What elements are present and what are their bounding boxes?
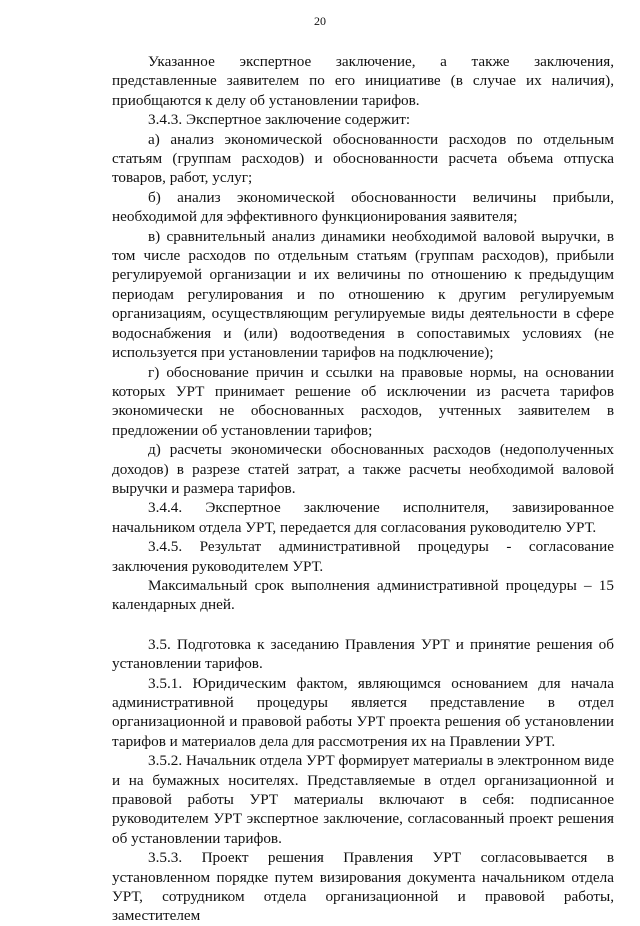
page-number: 20 [314,14,326,28]
paragraph-max-term: Максимальный срок выполнения административной процедуры – 15 календарных дней. [112,576,614,614]
paragraph-item-g: г) обоснование причин и ссылки на правовые нормы, на основании которых УРТ принимает решение об исключении из расчета тарифов экономически не обоснованных расходов, учтенных заявителем в предложении об установлении тарифов; [112,363,614,439]
paragraph-3-5-3: 3.5.3. Проект решения Правления УРТ согласовывается в установленном порядке путем визирования документа начальником отдела УРТ, сотрудником отдела организационной и правовой работы, заместителем [112,849,614,925]
paragraph-3-4-3: 3.4.3. Экспертное заключение содержит: [148,111,411,129]
paragraph-item-b: б) анализ экономической обоснованности величины прибыли, необходимой для эффективного функционирования заявителя; [112,188,614,226]
paragraph-3-5-1: 3.5.1. Юридическим фактом, являющимся основанием для начала административной процедуры является представление в отдел организационной и правовой работы УРТ проекта решения об установлении тарифов и материалов дела для рассмотрения их на Правлении УРТ. [112,674,614,750]
paragraph-3-5-2: 3.5.2. Начальник отдела УРТ формирует материалы в электронном виде и на бумажных носителях. Представляемые в отдел организационной и правовой работы УРТ материалы включают в себя: подписанное руководителем УРТ экспертное заключение, согласованный проект решения об установлении тарифов. [112,752,614,847]
paragraph-item-d: д) расчеты экономически обоснованных расходов (недополученных доходов) в разрезе статей затрат, а также расчеты необходимой валовой выручки и размера тарифов. [112,441,614,497]
paragraph-3-4-4: 3.4.4. Экспертное заключение исполнителя, завизированное начальником отдела УРТ, передается для согласования руководителю УРТ. [112,499,614,536]
section-spacer [112,615,614,635]
paragraph-3-5: 3.5. Подготовка к заседанию Правления УРТ и принятие решения об установлении тарифов. [112,635,614,673]
paragraph-3-4-5: 3.4.5. Результат административной процедуры - согласование заключения руководителем УРТ. [112,538,614,575]
paragraph-item-v: в) сравнительный анализ динамики необходимой валовой выручки, в том числе расходов по отдельным статьям (группам расходов), прибыли регулируемой организации и их величины по отношению к предыдущим периодам регулирования и по отношению к другим регулируемым организациям, осуществляющим регулируемые виды деятельности в сфере водоснабжения и (или) водоотведения в сопоставимых условиях (не используется при установлении тарифов на подключение); [112,227,614,362]
paragraph-item-a: а) анализ экономической обоснованности расходов по отдельным статьям (группам расходов) и обоснованности расчета объема отпуска товаров, работ, услуг; [112,130,614,187]
document-body [112,52,614,926]
paragraph-expert-conclusion-attached: Указанное экспертное заключение, а также заключения, представленные заявителем по его инициативе (в случае их наличия), приобщаются к делу об установлении тарифов. [112,53,614,109]
